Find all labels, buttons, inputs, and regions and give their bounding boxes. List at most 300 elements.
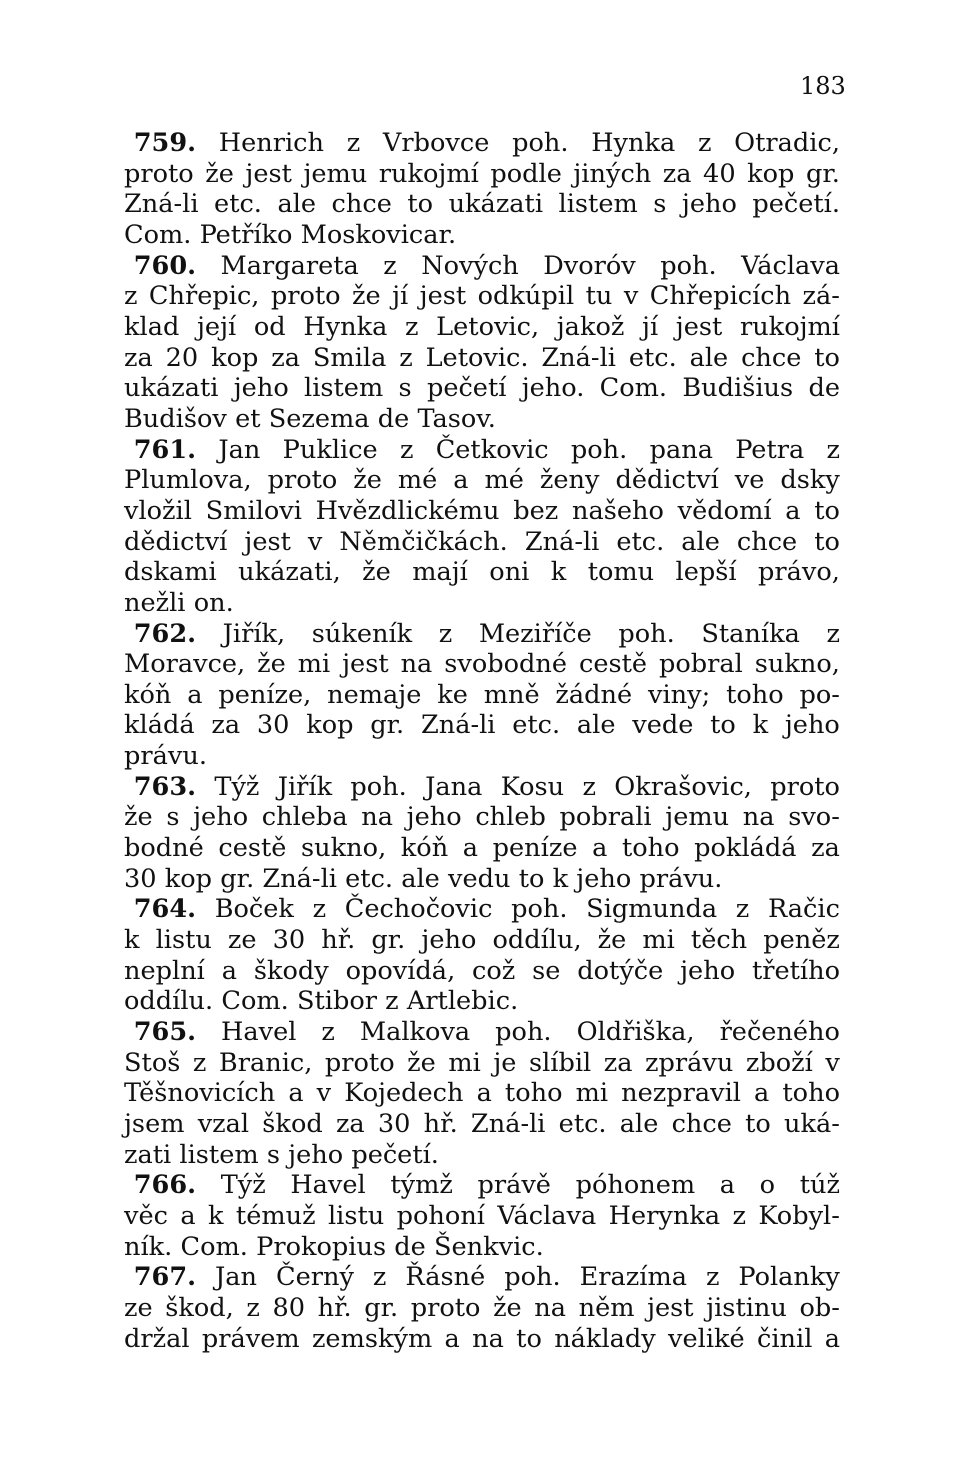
- word: dědictví: [124, 526, 228, 557]
- text-line: [124, 189, 840, 220]
- word: gr.: [370, 710, 405, 741]
- word: Erazíma: [579, 1262, 687, 1293]
- word: a: [462, 833, 479, 864]
- word: Moskovicar.: [300, 219, 457, 250]
- word: jest: [675, 311, 723, 342]
- entry-number: 760.: [133, 250, 197, 281]
- word: to: [407, 189, 434, 220]
- text-line: [124, 496, 840, 527]
- word: Hynka: [591, 128, 676, 158]
- word: to: [518, 863, 545, 894]
- word: pobrali: [559, 802, 652, 833]
- word: pečetí.: [752, 189, 840, 220]
- word: et: [235, 403, 261, 434]
- word: zemským: [311, 1323, 433, 1354]
- word: dědictví: [615, 465, 719, 496]
- word: z: [826, 618, 840, 649]
- word: na: [361, 802, 393, 833]
- word: Zná-li: [124, 189, 199, 220]
- text-line: [124, 465, 840, 496]
- word: právem: [201, 1323, 300, 1354]
- word: nemaje: [327, 679, 422, 710]
- word: na: [534, 1292, 567, 1323]
- text-line: [124, 833, 840, 864]
- word: Otradic,: [734, 128, 840, 158]
- word: po-: [799, 679, 840, 710]
- word: chleba: [261, 802, 348, 833]
- word: ze: [227, 925, 257, 956]
- word: a: [187, 679, 203, 710]
- text-line: [124, 527, 840, 558]
- word: Branic,: [218, 1047, 313, 1078]
- word: Okrašovic,: [614, 771, 752, 802]
- word: z: [321, 1017, 335, 1048]
- word: a: [754, 1078, 770, 1109]
- word: opovídá,: [345, 955, 456, 986]
- word: z: [732, 1200, 746, 1231]
- entry-number: 764.: [133, 894, 197, 925]
- word: a: [453, 465, 469, 496]
- text-line: [124, 312, 840, 343]
- word: 30: [272, 925, 306, 956]
- entry-first-line: [124, 1170, 840, 1201]
- entry-number: 766.: [133, 1170, 197, 1201]
- entry-first-line: [124, 894, 840, 925]
- word: právu.: [124, 741, 207, 772]
- word: a: [785, 495, 801, 526]
- word: za: [211, 710, 241, 741]
- word: jeho: [421, 925, 477, 956]
- word: pečetí.: [351, 1139, 439, 1170]
- word: jeho: [406, 802, 462, 833]
- word: a: [221, 955, 237, 986]
- word: na: [742, 802, 775, 833]
- word: z: [405, 311, 419, 342]
- entry-first-line: [124, 619, 840, 650]
- text-line: [124, 1293, 840, 1324]
- word: z: [124, 281, 138, 312]
- word: rukojmí: [739, 311, 840, 342]
- word: a: [719, 1170, 736, 1201]
- word: Stibor: [296, 986, 377, 1017]
- word: de: [808, 373, 840, 404]
- word: poh.: [570, 434, 628, 465]
- word: Letovic,: [436, 311, 540, 342]
- word: veliké: [668, 1323, 745, 1354]
- word: chce: [736, 526, 798, 557]
- word: Zná-li: [541, 342, 616, 373]
- word: vedu: [448, 863, 511, 894]
- entry-number: 763.: [133, 771, 197, 802]
- text-line: [124, 1078, 840, 1109]
- text-line: [124, 802, 840, 833]
- entry-first-line: [124, 772, 840, 803]
- word: k: [208, 1200, 224, 1231]
- word: Hvězdlickému: [315, 495, 500, 526]
- word: mi: [448, 1047, 481, 1078]
- word: Petra: [735, 434, 805, 465]
- word: Jiřík,: [222, 618, 286, 649]
- word: jeho: [576, 863, 632, 894]
- entry-number: 767.: [133, 1262, 197, 1293]
- word: ník.: [124, 1231, 173, 1262]
- word: poh.: [660, 250, 717, 281]
- word: z: [399, 342, 413, 373]
- text-line: [124, 1109, 840, 1140]
- word: škody: [253, 955, 329, 986]
- word: ob-: [799, 1292, 840, 1323]
- word: s: [266, 1139, 280, 1170]
- word: kop: [747, 158, 795, 189]
- word: mi: [575, 1078, 609, 1109]
- word: z: [735, 894, 750, 925]
- word: klad: [124, 311, 180, 342]
- word: súkeník: [311, 618, 413, 649]
- text-line: [124, 1048, 840, 1079]
- word: hř.: [321, 925, 356, 956]
- text-line: [124, 1201, 840, 1232]
- word: kop: [164, 863, 213, 894]
- word: třetího: [751, 955, 840, 986]
- word: z: [826, 434, 840, 465]
- word: chce: [741, 342, 802, 373]
- word: zá-: [802, 281, 840, 312]
- word: gr.: [371, 925, 406, 956]
- word: Četkovic: [435, 434, 549, 465]
- word: mně: [483, 679, 540, 710]
- word: nežli: [124, 587, 186, 618]
- word: Jan: [215, 1262, 258, 1293]
- word: v: [623, 281, 639, 312]
- word: viny;: [648, 679, 711, 710]
- word: Letovic.: [425, 342, 529, 373]
- word: za: [662, 158, 692, 189]
- word: chce: [671, 1109, 732, 1139]
- word: hř.: [423, 1109, 458, 1139]
- word: Hynka: [303, 311, 388, 342]
- word: právě: [477, 1170, 551, 1201]
- word: jeho: [680, 955, 736, 986]
- word: Kosu: [500, 771, 565, 802]
- word: dotýče: [577, 955, 664, 986]
- word: její: [197, 311, 237, 342]
- word: oni: [489, 557, 530, 588]
- word: za: [811, 833, 840, 864]
- word: a: [180, 1200, 196, 1231]
- word: pohoní: [396, 1200, 485, 1231]
- word: z: [312, 894, 327, 925]
- word: Margareta: [220, 250, 359, 281]
- text-line: [124, 281, 840, 312]
- word: listu: [327, 1200, 385, 1231]
- word: Chřepicích: [649, 281, 792, 312]
- entry-first-line: [124, 1262, 840, 1293]
- word: Petříko: [199, 219, 293, 250]
- word: chce: [331, 189, 392, 220]
- text-line: [124, 1232, 840, 1263]
- word: Zná-li: [262, 863, 337, 894]
- word: jsem: [124, 1109, 185, 1139]
- word: jeho: [288, 1139, 344, 1170]
- word: těch: [690, 925, 748, 956]
- word: Sigmunda: [586, 894, 718, 925]
- word: dskami: [124, 557, 217, 588]
- word: chleb: [475, 802, 546, 833]
- word: Těšnovicích: [124, 1078, 276, 1109]
- text-line: [124, 925, 840, 956]
- word: ale: [689, 342, 729, 373]
- word: ale: [619, 1109, 659, 1139]
- word: jemu: [303, 158, 368, 189]
- word: a: [288, 1078, 304, 1109]
- word: listem: [179, 1139, 259, 1170]
- word: mi: [297, 649, 331, 680]
- word: etc.: [345, 863, 394, 894]
- word: rukojmí: [378, 158, 479, 189]
- word: etc.: [512, 710, 561, 741]
- word: neplní: [124, 955, 205, 986]
- word: že: [353, 465, 382, 496]
- word: svobodné: [444, 649, 568, 680]
- word: zati: [124, 1139, 172, 1170]
- text-line: [124, 343, 840, 374]
- word: kóň: [400, 833, 449, 864]
- word: že: [124, 802, 153, 833]
- word: mé: [397, 465, 438, 496]
- entry-first-line: [124, 435, 840, 466]
- word: z: [246, 1292, 260, 1323]
- word: k: [552, 863, 569, 894]
- text-line: [124, 557, 840, 588]
- word: za: [271, 342, 301, 373]
- word: že: [407, 1047, 436, 1078]
- word: ukázati,: [238, 557, 341, 588]
- word: ale: [277, 189, 317, 220]
- word: tu: [585, 281, 613, 312]
- word: jeho.: [521, 373, 585, 404]
- word: jiných: [573, 158, 652, 189]
- word: Václava: [741, 250, 840, 281]
- word: peněz: [763, 925, 840, 956]
- text-line: [124, 1140, 840, 1171]
- word: de: [377, 403, 410, 434]
- word: poh.: [350, 771, 407, 802]
- word: ale: [681, 526, 720, 557]
- word: oddílu.: [124, 986, 214, 1017]
- word: jeho: [784, 710, 840, 741]
- word: de: [394, 1231, 426, 1262]
- word: to: [745, 1109, 771, 1139]
- word: ze: [124, 1292, 153, 1323]
- word: škod: [262, 1109, 323, 1139]
- word: Com.: [180, 1231, 248, 1262]
- word: bodné: [124, 833, 204, 864]
- word: oddílu,: [492, 925, 582, 956]
- word: Kojedech: [344, 1078, 464, 1109]
- word: k: [550, 557, 567, 588]
- word: za: [124, 342, 153, 373]
- text-line: [124, 986, 840, 1017]
- word: dsky: [780, 465, 840, 496]
- word: činil: [757, 1323, 813, 1354]
- word: Oldřiška,: [576, 1017, 695, 1048]
- word: jeho: [233, 373, 289, 404]
- word: Havel: [221, 1017, 297, 1048]
- word: za: [335, 1109, 365, 1139]
- word: což: [472, 955, 516, 986]
- word: ukázati: [124, 373, 219, 404]
- word: držal: [124, 1323, 190, 1354]
- word: to: [516, 1323, 542, 1354]
- word: Stoš: [124, 1047, 181, 1078]
- word: jest: [342, 649, 389, 680]
- word: Němčičkách.: [339, 526, 508, 557]
- word: a: [444, 1323, 460, 1354]
- word: a: [476, 1078, 492, 1109]
- word: že: [597, 925, 627, 956]
- text-line: [124, 864, 840, 895]
- word: to: [814, 526, 840, 557]
- word: ukázati: [448, 189, 544, 220]
- word: 40: [703, 158, 736, 189]
- word: ke: [437, 679, 468, 710]
- word: že: [205, 158, 234, 189]
- word: Prokopius: [256, 1231, 387, 1262]
- word: kóň: [124, 679, 172, 710]
- word: s: [398, 373, 412, 404]
- word: ale: [401, 863, 440, 894]
- word: Havel: [290, 1170, 366, 1201]
- word: peníze,: [218, 679, 312, 710]
- word: etc.: [628, 342, 677, 373]
- word: svo-: [788, 802, 840, 833]
- word: řečeného: [719, 1017, 840, 1048]
- word: Artlebic.: [406, 986, 519, 1017]
- word: z: [372, 1262, 387, 1293]
- word: toho: [621, 833, 680, 864]
- word: to: [710, 710, 736, 741]
- word: Com.: [599, 373, 668, 404]
- word: Kobyl-: [758, 1200, 840, 1231]
- word: Václava: [497, 1200, 597, 1231]
- word: Zná-li: [420, 710, 496, 741]
- word: Puklice: [282, 434, 378, 465]
- word: Henrich: [218, 128, 324, 158]
- word: a: [824, 1323, 840, 1354]
- word: mají: [412, 557, 468, 588]
- word: k: [124, 925, 140, 956]
- word: poh.: [504, 1262, 561, 1293]
- word: Tasov.: [417, 403, 496, 434]
- entry-number: 762.: [133, 618, 197, 649]
- word: odkúpil: [477, 281, 575, 312]
- word: Boček: [214, 894, 294, 925]
- word: proto: [770, 771, 840, 802]
- word: jistinu: [706, 1292, 787, 1323]
- word: jemu: [665, 802, 730, 833]
- entry-first-line: [124, 128, 840, 159]
- word: lepší: [675, 557, 737, 588]
- text-line: [124, 588, 840, 619]
- word: póhonem: [575, 1170, 696, 1201]
- word: Jan: [218, 434, 261, 465]
- word: proto: [267, 465, 338, 496]
- word: pana: [649, 434, 713, 465]
- word: v: [307, 526, 323, 557]
- word: slíbil: [528, 1047, 592, 1078]
- word: bez: [513, 495, 559, 526]
- word: toho: [782, 1078, 840, 1109]
- word: vzal: [197, 1109, 250, 1139]
- word: věc: [124, 1200, 168, 1231]
- text-block: [124, 128, 840, 1354]
- text-line: [124, 159, 840, 190]
- word: z: [383, 250, 397, 281]
- word: Budišius: [682, 373, 794, 404]
- word: poh.: [618, 618, 675, 649]
- entry-number: 761.: [133, 434, 197, 465]
- word: jakož: [556, 311, 625, 342]
- word: Týž: [214, 771, 260, 802]
- word: vede: [632, 710, 694, 741]
- word: z: [705, 1262, 720, 1293]
- entry-number: 765.: [133, 1017, 197, 1048]
- word: pobral: [658, 649, 743, 680]
- text-line: [124, 404, 840, 435]
- word: k: [752, 710, 769, 741]
- word: pokládá: [694, 833, 797, 864]
- word: jest: [647, 1292, 694, 1323]
- word: Čechočovic: [344, 894, 493, 925]
- text-line: [124, 1324, 840, 1355]
- word: cestě: [579, 649, 648, 680]
- word: tomu: [587, 557, 655, 588]
- word: 30: [256, 710, 290, 741]
- entry-first-line: [124, 1017, 840, 1048]
- text-line: [124, 710, 840, 741]
- word: Com.: [221, 986, 289, 1017]
- word: jest: [419, 281, 467, 312]
- word: Nových: [421, 250, 519, 281]
- word: jeho: [681, 189, 737, 220]
- word: Meziříče: [478, 618, 592, 649]
- word: že: [352, 281, 381, 312]
- word: Jiřík: [277, 771, 333, 802]
- word: z: [385, 986, 399, 1017]
- word: proto: [324, 1047, 395, 1078]
- word: ve: [734, 465, 765, 496]
- word: Herynka: [608, 1200, 721, 1231]
- word: a: [592, 833, 608, 864]
- word: vědomí: [677, 495, 772, 526]
- word: gr.: [220, 863, 255, 894]
- word: 30: [124, 863, 157, 894]
- word: peníze: [492, 833, 578, 864]
- word: v: [825, 1047, 840, 1078]
- word: podle: [490, 158, 562, 189]
- word: uká-: [784, 1109, 840, 1139]
- word: Račic: [767, 894, 840, 925]
- word: z: [697, 128, 712, 158]
- word: ženy: [539, 465, 600, 496]
- word: hř.: [317, 1292, 352, 1323]
- word: z: [192, 1047, 207, 1078]
- word: Zná-li: [470, 1109, 546, 1139]
- entry-first-line: [124, 251, 840, 282]
- word: Dvoróv: [543, 250, 636, 281]
- word: Chřepic,: [148, 281, 260, 312]
- word: jí: [642, 311, 659, 342]
